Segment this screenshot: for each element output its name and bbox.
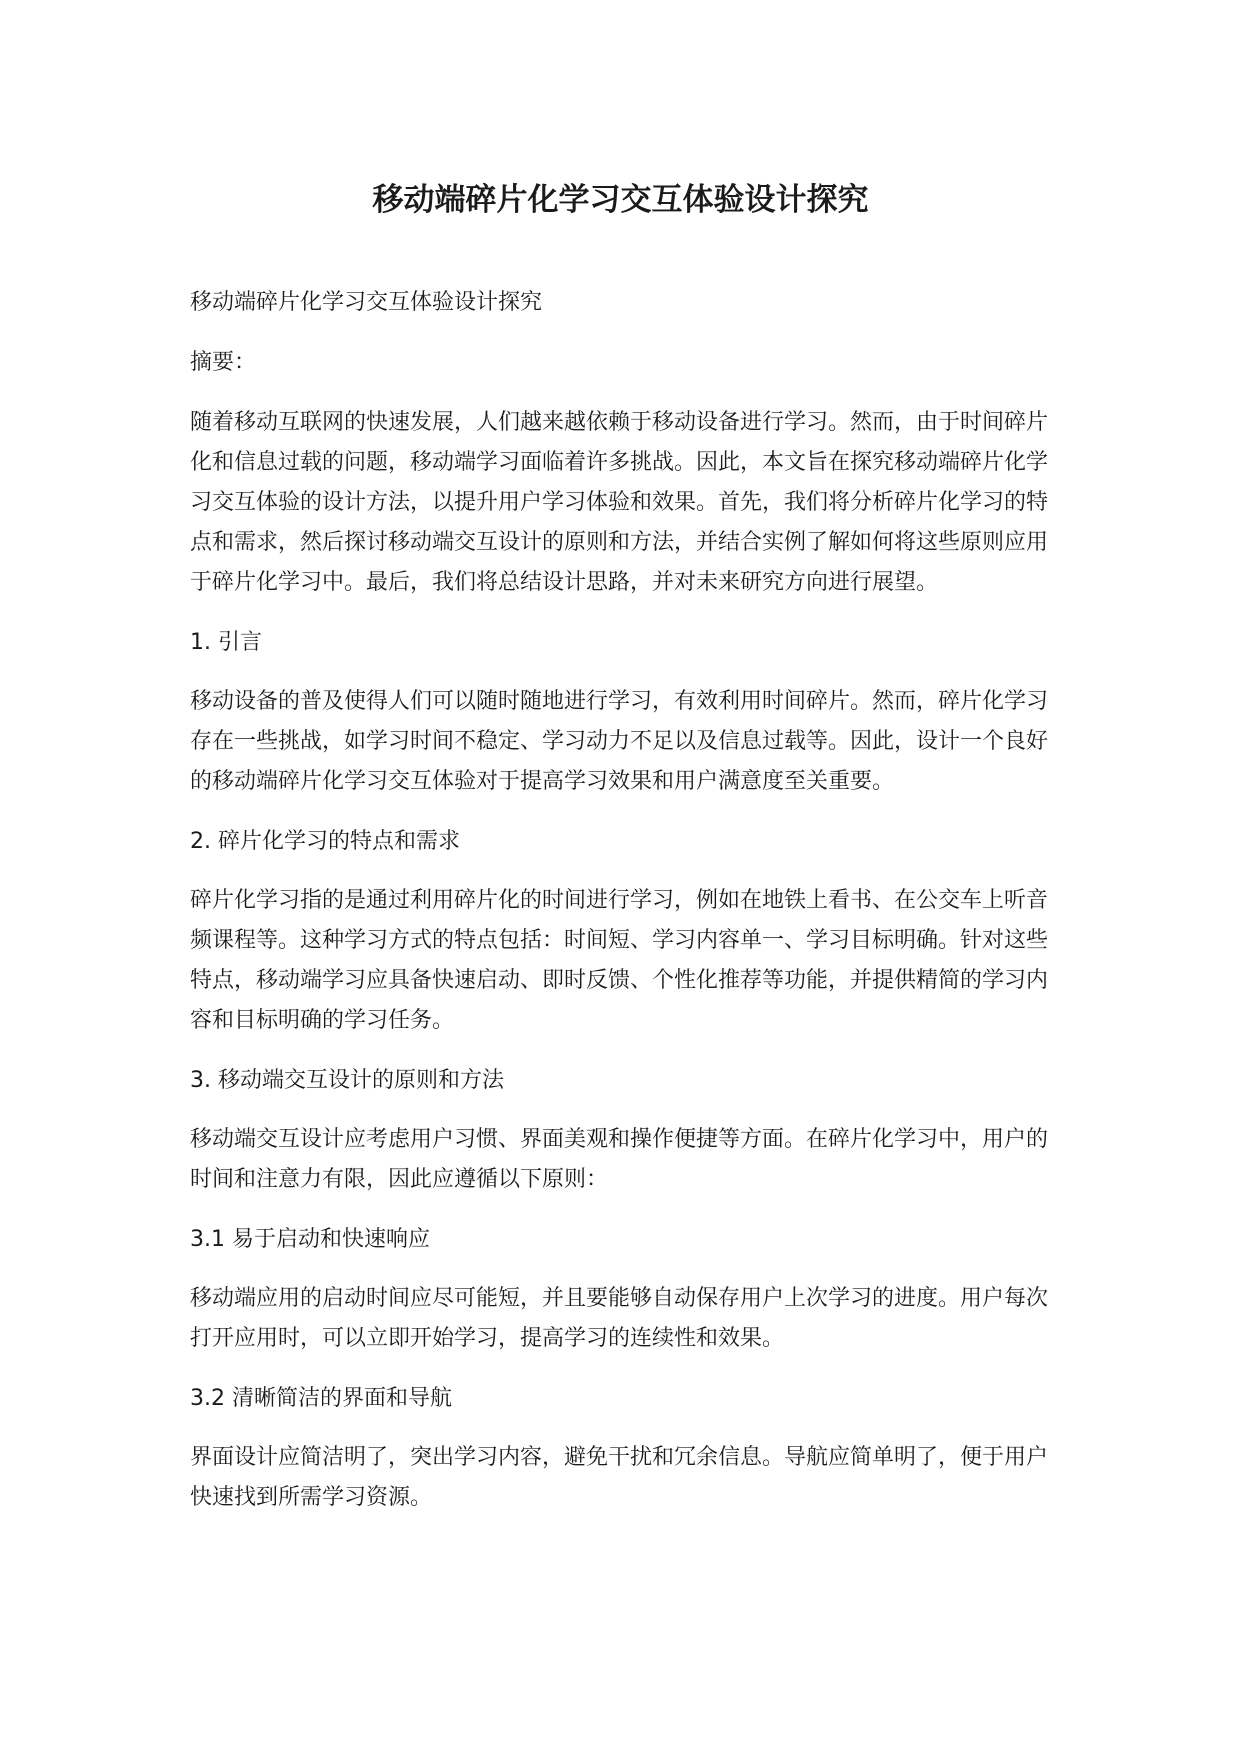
section-paragraph-clear-interface: 界面设计应简洁明了，突出学习内容，避免干扰和冗余信息。导航应简单明了，便于用户快速找到所需学习资源。 [190,1445,1049,1510]
document-title: 移动端碎片化学习交互体验设计探究 [372,182,869,218]
abstract-label: 摘要： [190,350,257,375]
section-paragraph-principles: 移动端交互设计应考虑用户习惯、界面美观和操作便捷等方面。在碎片化学习中，用户的时间和注意力有限，因此应遵循以下原则： [190,1127,1049,1192]
section-heading-clear-interface: 3.2 清晰简洁的界面和导航 [190,1386,452,1411]
section-heading-quick-start: 3.1 易于启动和快速响应 [190,1227,430,1252]
section-heading-principles: 3. 移动端交互设计的原则和方法 [190,1068,504,1093]
section-heading-characteristics: 2. 碎片化学习的特点和需求 [190,829,460,854]
section-heading-introduction: 1. 引言 [190,630,262,655]
document-body [190,283,1052,1538]
section-paragraph-quick-start: 移动端应用的启动时间应尽可能短，并且要能够自动保存用户上次学习的进度。用户每次打开应用时，可以立即开始学习，提高学习的连续性和效果。 [190,1286,1049,1351]
section-paragraph-characteristics: 碎片化学习指的是通过利用碎片化的时间进行学习，例如在地铁上看书、在公交车上听音频课程等。这种学习方式的特点包括：时间短、学习内容单一、学习目标明确。针对这些特点，移动端学习应具备快速启动、即时反馈、个性化推荐等功能，并提供精简的学习内容和目标明确的学习任务。 [190,888,1049,1033]
document-subtitle: 移动端碎片化学习交互体验设计探究 [190,290,543,315]
abstract-paragraph: 随着移动互联网的快速发展，人们越来越依赖于移动设备进行学习。然而，由于时间碎片化和信息过载的问题，移动端学习面临着许多挑战。因此，本文旨在探究移动端碎片化学习交互体验的设计方法，以提升用户学习体验和效果。首先，我们将分析碎片化学习的特点和需求，然后探讨移动端交互设计的原则和方法，并结合实例了解如何将这些原则应用于碎片化学习中。最后，我们将总结设计思路，并对未来研究方向进行展望。 [190,410,1049,595]
section-paragraph-introduction: 移动设备的普及使得人们可以随时随地进行学习，有效利用时间碎片。然而，碎片化学习存在一些挑战，如学习时间不稳定、学习动力不足以及信息过载等。因此，设计一个良好的移动端碎片化学习交互体验对于提高学习效果和用户满意度至关重要。 [190,689,1049,794]
